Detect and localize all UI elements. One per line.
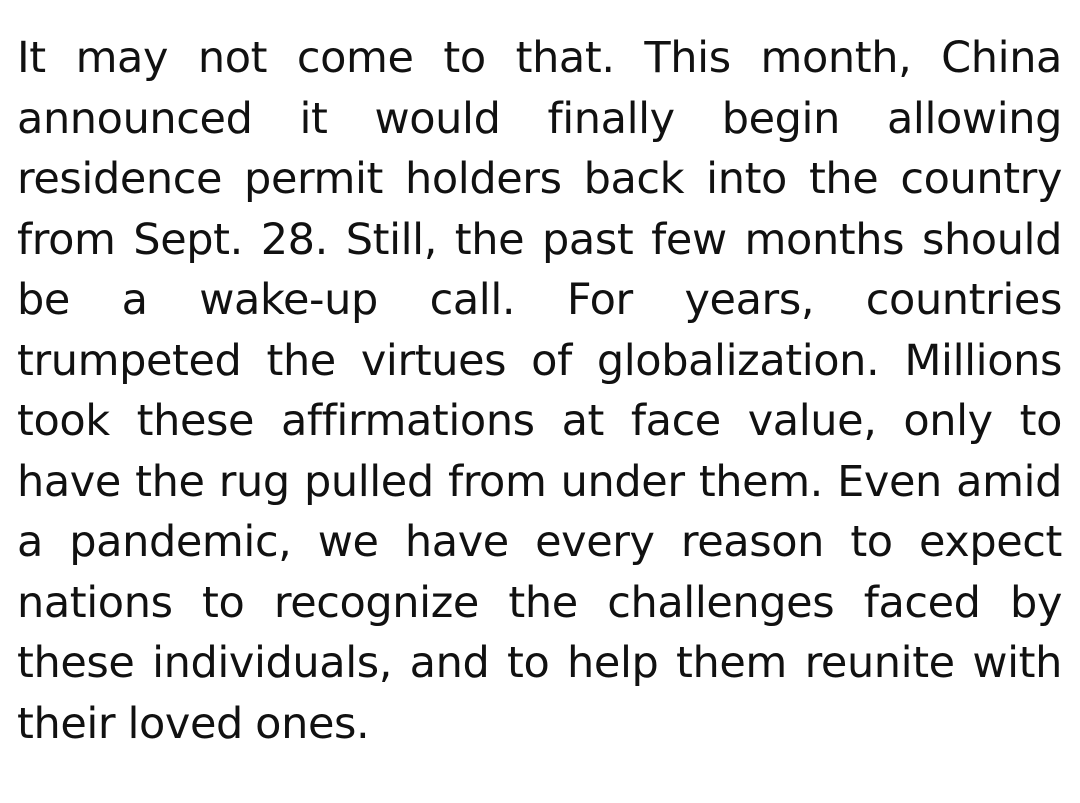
article-paragraph: It may not come to that. This month, China announced it would finally begin allowing residence permit holders back into the country from Sept. 28. Still, the past few months should be a wake-up call. For years, countries trumpeted the virtues of globalization. Millions took these affirmations at face value, only to have the rug pulled from under them. Even amid a pandemic, we have every reason to expect nations to recognize the challenges faced by these individuals, and to help them reunite with their loved ones. bbox=[17, 33, 1062, 749]
article-body bbox=[17, 28, 1062, 754]
